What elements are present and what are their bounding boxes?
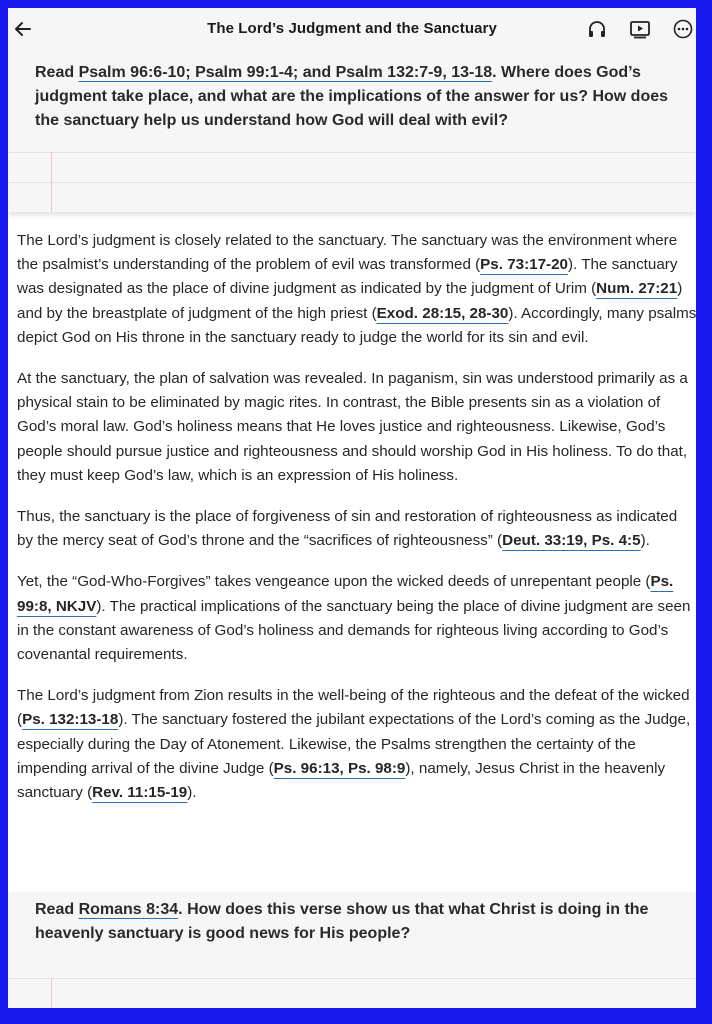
margin-line bbox=[51, 978, 52, 1008]
scripture-reference-link[interactable]: Romans 8:34 bbox=[78, 901, 179, 918]
scripture-reference-link[interactable]: Psalm 96:6-10; Psalm 99:1-4; and Psalm 132:7-9, 13-18 bbox=[78, 64, 493, 81]
lesson-body bbox=[17, 229, 696, 822]
paragraph: The Lord’s judgment from Zion results in the well-being of the righteous and the defeat of the wicked (Ps. 132:13-18). The sanctuary fostered the jubilant expectations of the Lord’s coming as the Judge, especially during the Day of Atonement. Likewise, the Psalms strengthen the certainty of the impending arrival of the divine Judge (Ps. 96:13, Ps. 98:9), namely, Jesus Christ in the heavenly sanctuary (Rev. 11:15-19). bbox=[17, 687, 691, 802]
note-line bbox=[8, 182, 696, 183]
notes-area[interactable] bbox=[8, 152, 696, 212]
paragraph: Yet, the “God-Who-Forgives” takes vengeance upon the wicked deeds of unrepentant people (Ps. 99:8, NKJV). The practical implications of the sanctuary being the place of divine judgment are seen in the constant awareness of God’s holiness and demands for righteous living according to God’s covenantal requirements. bbox=[17, 573, 691, 664]
top-bar bbox=[8, 8, 696, 52]
headphones-icon[interactable] bbox=[586, 18, 608, 40]
paragraph: The Lord’s judgment is closely related to the sanctuary. The sanctuary was the environment where the psalmist’s understanding of the problem of evil was transformed (Ps. 73:17-20). The sanctuary was designated as the place of divine judgment as indicated by the judgment of Urim (Num. 27:21) and by the breastplate of judgment of the high priest (Exod. 28:15, 28-30). Accordingly, many psalms depict God on His throne in the sanctuary ready to judge the world for its sin and evil. bbox=[17, 232, 696, 346]
scripture-reference-link[interactable]: Deut. 33:19, Ps. 4:5 bbox=[502, 532, 641, 550]
question-text: Read Romans 8:34. How does this verse show us that what Christ is doing in the heavenly sanctuary is good news for His people? bbox=[35, 901, 649, 942]
app-window bbox=[8, 8, 696, 1008]
scripture-reference-link[interactable]: Ps. 99:8, NKJV bbox=[17, 573, 674, 615]
play-video-icon[interactable] bbox=[629, 18, 651, 40]
scripture-reference-link[interactable]: Ps. 132:13-18 bbox=[22, 711, 119, 729]
note-line bbox=[8, 152, 696, 153]
note-line bbox=[8, 978, 696, 979]
more-options-icon[interactable] bbox=[672, 18, 694, 40]
paragraph: Thus, the sanctuary is the place of forgiveness of sin and restoration of righteousness as indicated by the mercy seat of God’s throne and the “sacrifices of righteousness” (Deut. 33:19, Ps. 4:5). bbox=[17, 508, 678, 550]
scripture-reference-link[interactable]: Exod. 28:15, 28-30 bbox=[376, 304, 509, 322]
scripture-reference-link[interactable]: Ps. 96:13, Ps. 98:9 bbox=[273, 759, 406, 777]
question-card bbox=[8, 892, 696, 1008]
question-text: Read Psalm 96:6-10; Psalm 99:1-4; and Psalm 132:7-9, 13-18. Where does God’s judgment take place, and what are the implications of the answer for us? How does the sanctuary help us understand how God will deal with evil? bbox=[35, 64, 669, 129]
margin-line bbox=[51, 152, 52, 212]
question-card bbox=[8, 52, 696, 212]
notes-area[interactable] bbox=[8, 978, 696, 1008]
scripture-reference-link[interactable]: Num. 27:21 bbox=[596, 280, 678, 298]
page-title: The Lord’s Judgment and the Sanctuary bbox=[207, 20, 497, 37]
scripture-reference-link[interactable]: Ps. 73:17-20 bbox=[480, 256, 568, 274]
paragraph: At the sanctuary, the plan of salvation was revealed. In paganism, sin was understood primarily as a physical stain to be eliminated by magic rites. In contrast, the Bible presents sin as a violation of God’s moral law. God’s holiness means that He loves justice and righteousness. Likewise, God’s people should pursue justice and righteousness and should worship God in His holiness. To do that, they must keep God’s law, which is an expression of His holiness. bbox=[17, 370, 688, 484]
scripture-reference-link[interactable]: Rev. 11:15-19 bbox=[92, 784, 188, 802]
